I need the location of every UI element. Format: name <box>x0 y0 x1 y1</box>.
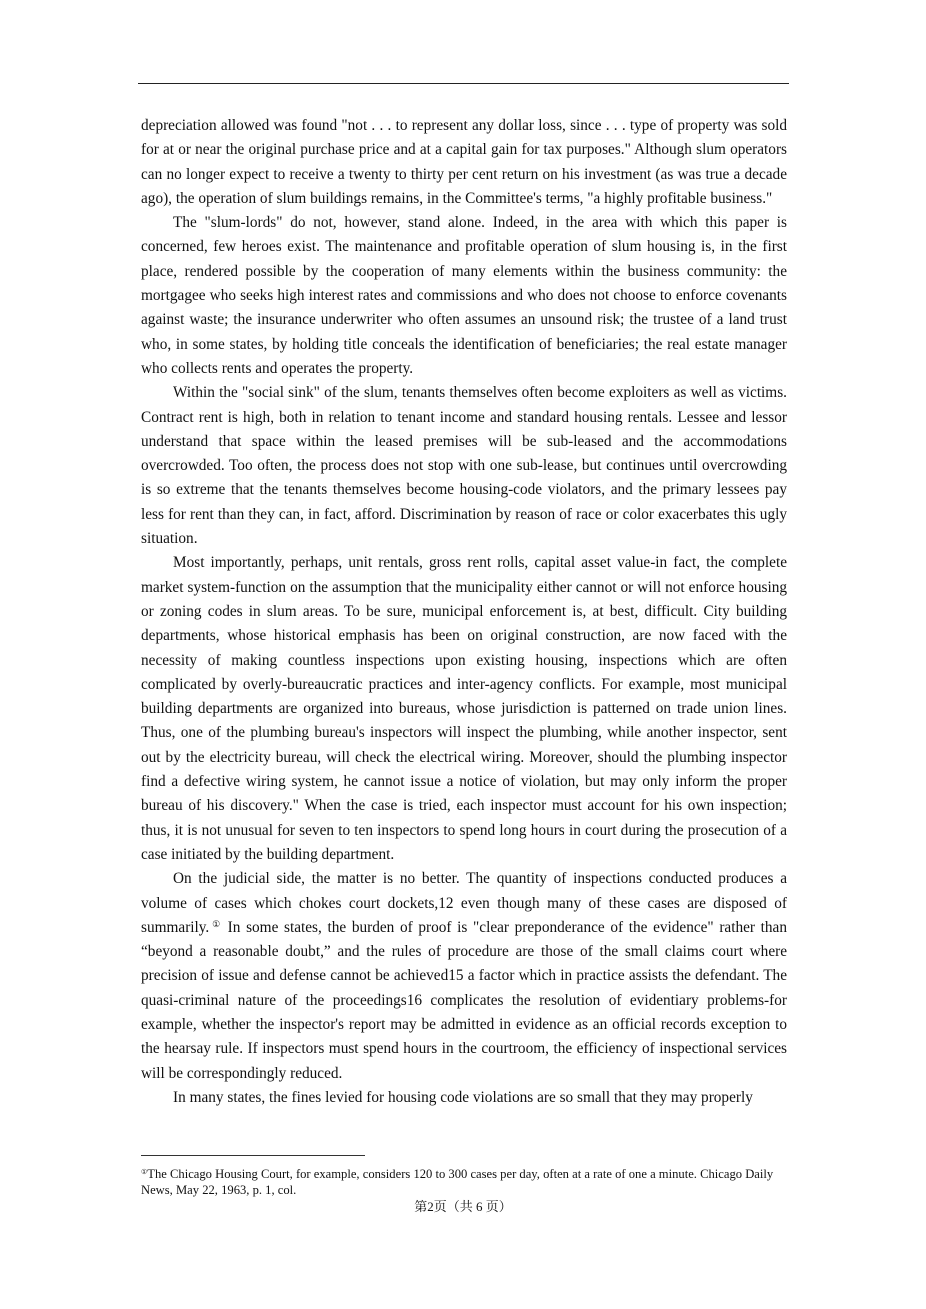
paragraph-3: Within the "social sink" of the slum, tenants themselves often become exploiters as well as victims. Contract rent is high, both in relation to tenant income and standard housing rentals. Lessee and lessor understand that space within the leased premises will be sub-leased and the accommodations overcrowded. Too often, the process does not stop with one sub-lease, but continues until overcrowding is so extreme that the tenants themselves become housing-code violators, and the primary lessees pay less for rent than they can, in fact, afford. Discrimination by reason of race or color exacerbates this ugly situation. <box>141 384 787 548</box>
footnote-reference: ① <box>210 918 223 929</box>
paragraph-5-text-a: On the judicial side, the matter is no better. The quantity of inspections conducted produces a volume of cases which chokes court dockets,12 even though many of these cases are disposed of summarily. <box>141 870 787 936</box>
paragraph-1: depreciation allowed was found "not . . . to represent any dollar loss, since . . . type of property was sold for at or near the original purchase price and at a capital gain for tax purposes." Although slum operators can no longer expect to receive a twenty to thirty per cent return on his investment (as was true a decade ago), the operation of slum buildings remains, in the Committee's terms, "a highly profitable business." <box>141 117 787 207</box>
paragraph-5 <box>141 867 787 1086</box>
paragraph-4: Most importantly, perhaps, unit rentals, gross rent rolls, capital asset value-in fact, the complete market system-function on the assumption that the municipality either cannot or will not enforce housing or zoning codes in slum areas. To be sure, municipal enforcement is, at best, difficult. City building departments, whose historical emphasis has been on original construction, are now faced with the necessity of making countless inspections upon existing housing, inspections which are often complicated by overly-bureaucratic practices and inter-agency conflicts. For example, most municipal building departments are organized into bureaus, whose jurisdiction is patterned on trade union lines. Thus, one of the plumbing bureau's inspectors will inspect the plumbing, while another inspector, sent out by the electricity bureau, will check the electrical wiring. Moreover, should the plumbing inspector find a defective wiring system, he cannot issue a notice of violation, but may only inform the proper bureau of his discovery." When the case is tried, each inspector must account for his own inspection; thus, it is not unusual for seven to ten inspectors to spend long hours in court during the prosecution of a case initiated by the building department. <box>141 554 787 863</box>
footnote-mark: ① <box>141 1168 148 1176</box>
body-text <box>141 114 787 1110</box>
footnote <box>141 1166 787 1198</box>
footnote-rule <box>141 1155 365 1156</box>
paragraph-6: In many states, the fines levied for housing code violations are so small that they may properly <box>173 1088 753 1106</box>
footnote-text: The Chicago Housing Court, for example, considers 120 to 300 cases per day, often at a rate of one a minute. Chicago Daily News, May 22, 1963, p. 1, col. <box>141 1167 774 1197</box>
header-rule <box>138 83 789 84</box>
paragraph-5-text-b: In some states, the burden of proof is "clear preponderance of the evidence" rather than “beyond a reasonable doubt,” and the rules of procedure are those of the small claims court where precision of issue and defense cannot be achieved15 a factor which in practice assists the defendant. The quasi-criminal nature of the proceedings16 complicates the resolution of evidentiary problems-for example, whether the inspector's report may be admitted in evidence as an official records exception to the hearsay rule. If inspectors must spend hours in the courtroom, the efficiency of inspectional services will be correspondingly reduced. <box>141 918 787 1082</box>
paragraph-2: The "slum-lords" do not, however, stand alone. Indeed, in the area with which this paper is concerned, few heroes exist. The maintenance and profitable operation of slum housing is, in the first place, rendered possible by the cooperation of many elements within the business community: the mortgagee who seeks high interest rates and commissions and who does not choose to enforce covenants against waste; the insurance underwriter who often assumes an unsound risk; the trustee of a land trust who, in some states, by holding title conceals the identification of beneficiaries; the real estate manager who collects rents and operates the property. <box>141 214 787 377</box>
page-number: 第2页（共 6 页） <box>414 1199 512 1214</box>
